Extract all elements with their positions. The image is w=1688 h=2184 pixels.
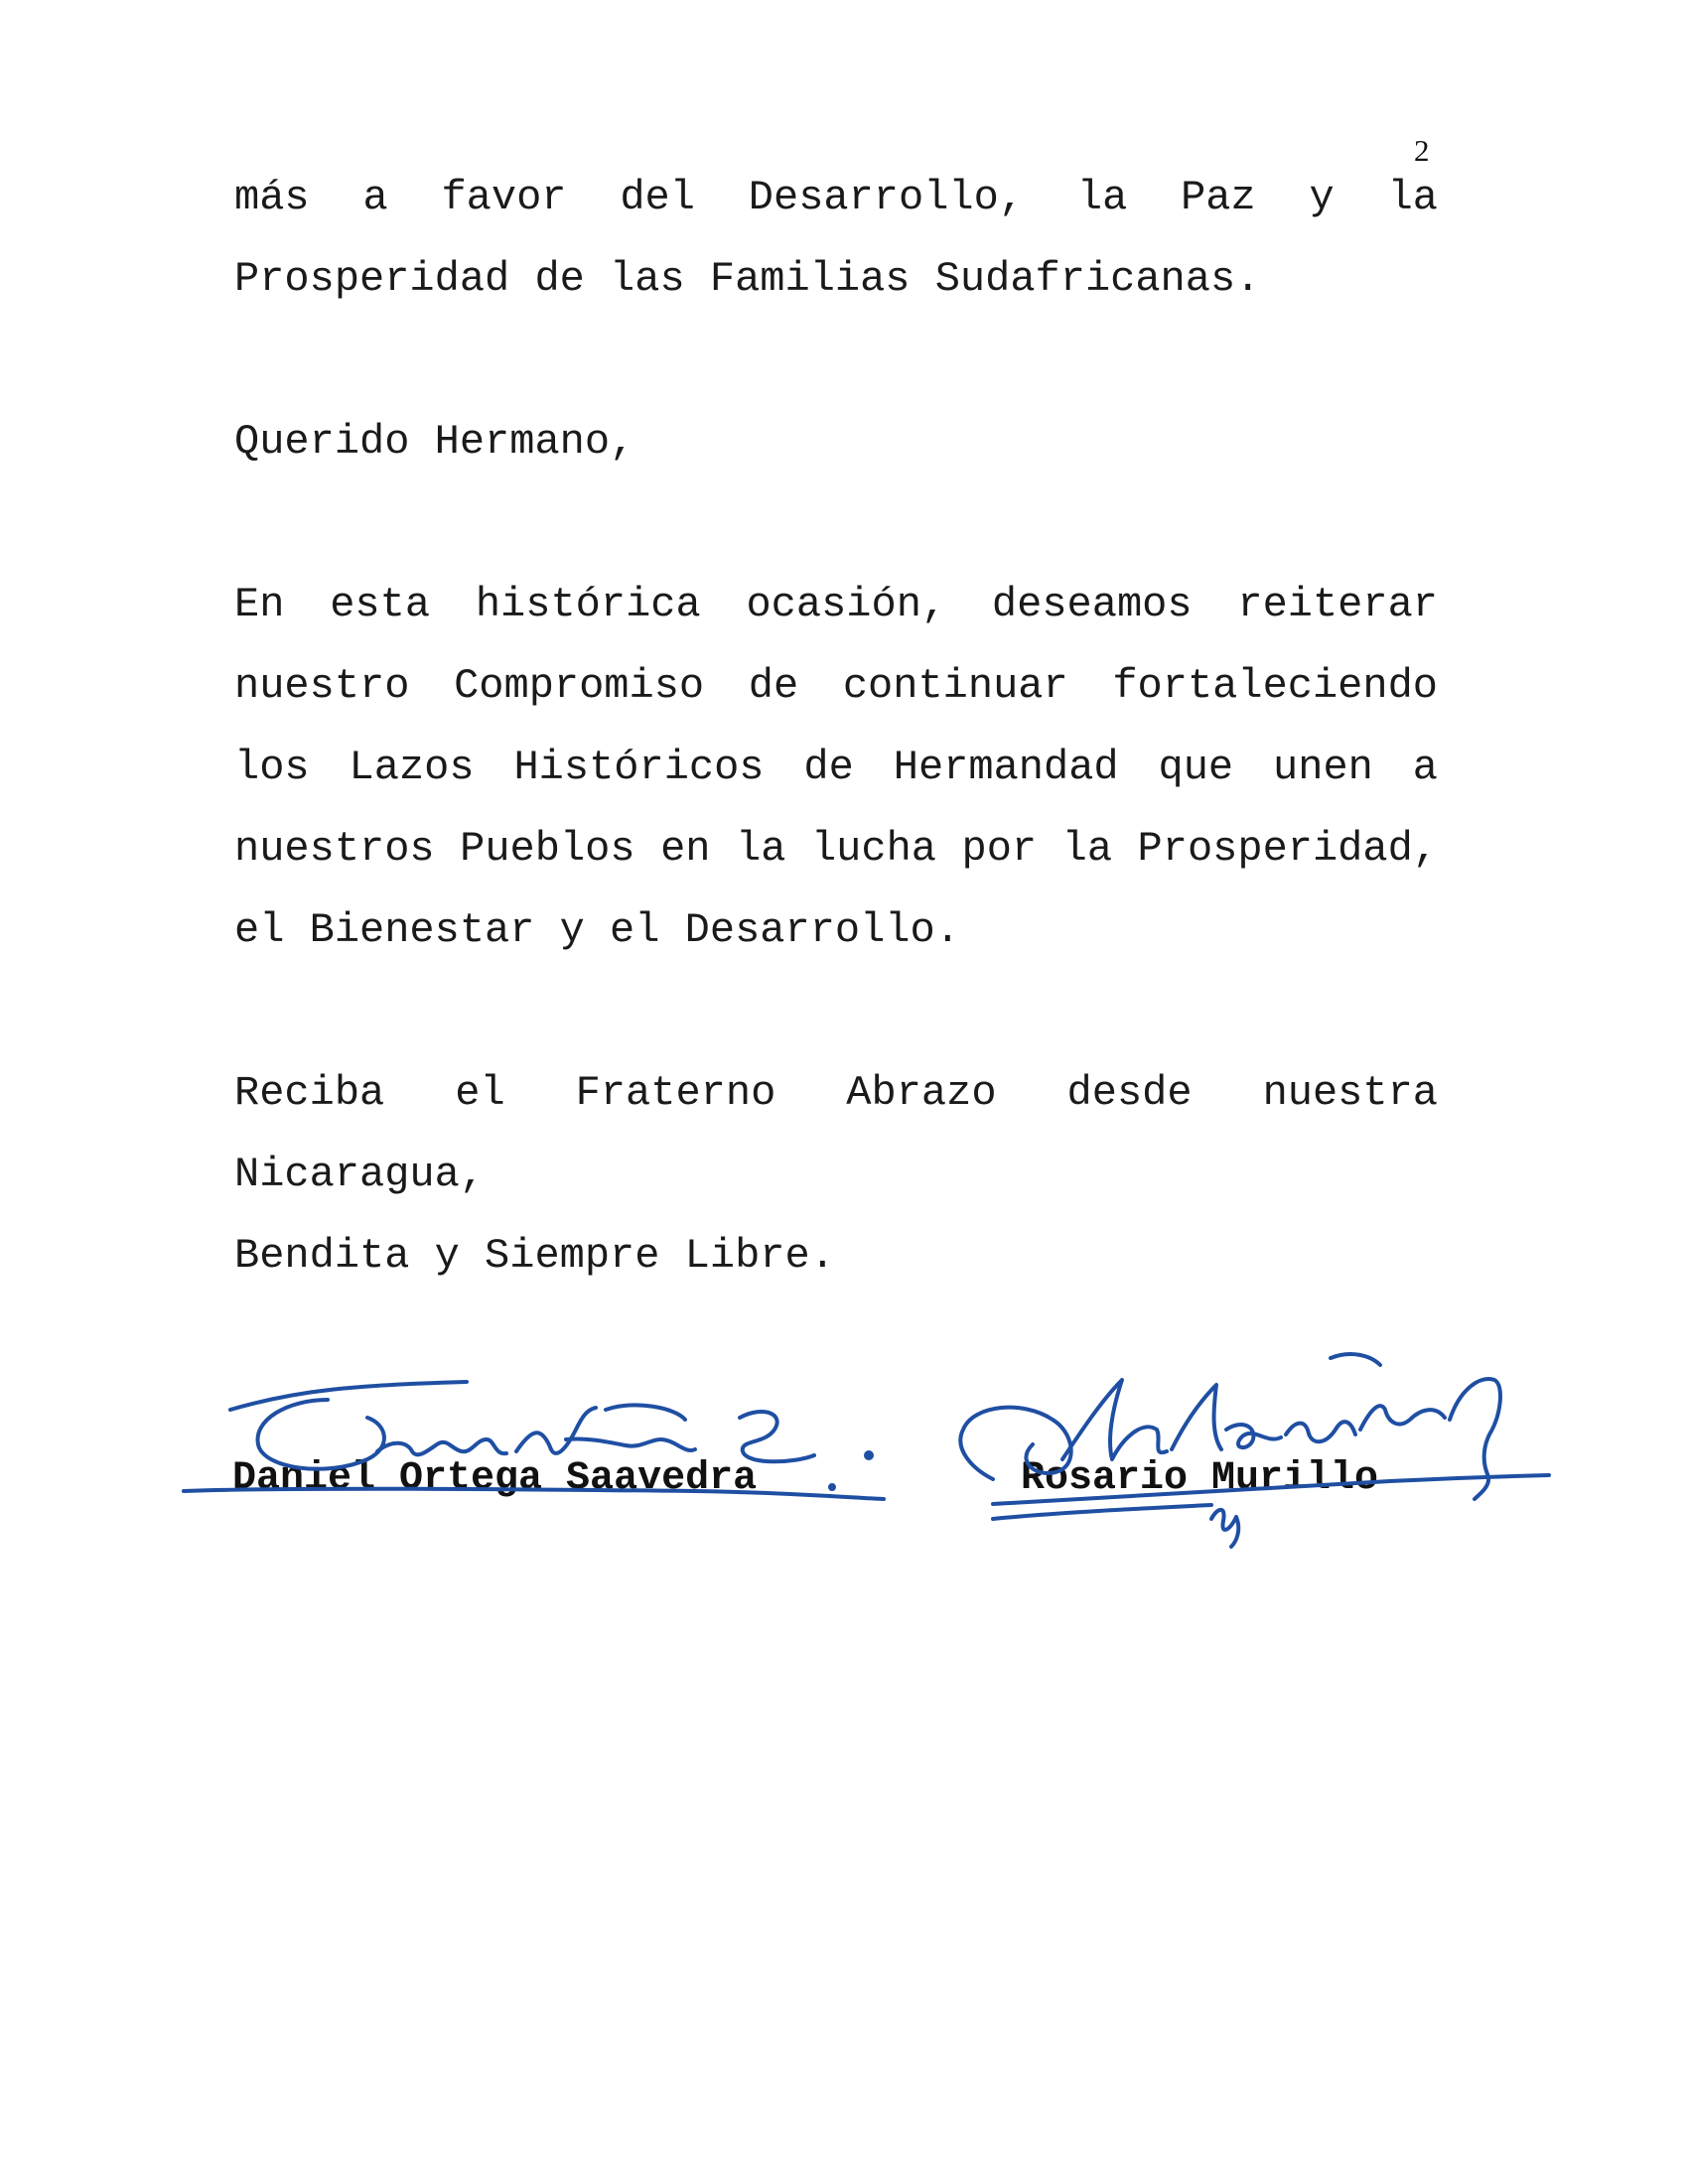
body-line-3: los Lazos Históricos de Hermandad que unen a: [234, 744, 1438, 791]
body-line-1: En esta histórica ocasión, deseamos reiterar: [234, 581, 1438, 628]
right-signatory-name: Rosario Murillo: [1021, 1456, 1379, 1501]
closing-line-2: Bendita y Siempre Libre.: [234, 1232, 835, 1280]
body-line-2: nuestro Compromiso de continuar fortaleciendo: [234, 662, 1438, 710]
body-line-5: el Bienestar y el Desarrollo.: [234, 906, 960, 954]
right-signature: [960, 1354, 1549, 1547]
intro-line-1: más a favor del Desarrollo, la Paz y la: [234, 174, 1438, 221]
body-paragraph: [234, 564, 1438, 971]
closing-line-1: Reciba el Fraterno Abrazo desde nuestra Nicaragua,: [234, 1069, 1438, 1198]
left-signatory-name: Daniel Ortega Saavedra: [232, 1456, 758, 1501]
closing-paragraph: [234, 1052, 1438, 1297]
salutation: Querido Hermano,: [234, 418, 635, 466]
body-line-4: nuestros Pueblos en la lucha por la Prosperidad,: [234, 825, 1438, 873]
intro-paragraph: [234, 157, 1438, 320]
page-number: 2: [1414, 133, 1430, 168]
intro-line-2: Prosperidad de las Familias Sudafricanas.: [234, 255, 1261, 303]
